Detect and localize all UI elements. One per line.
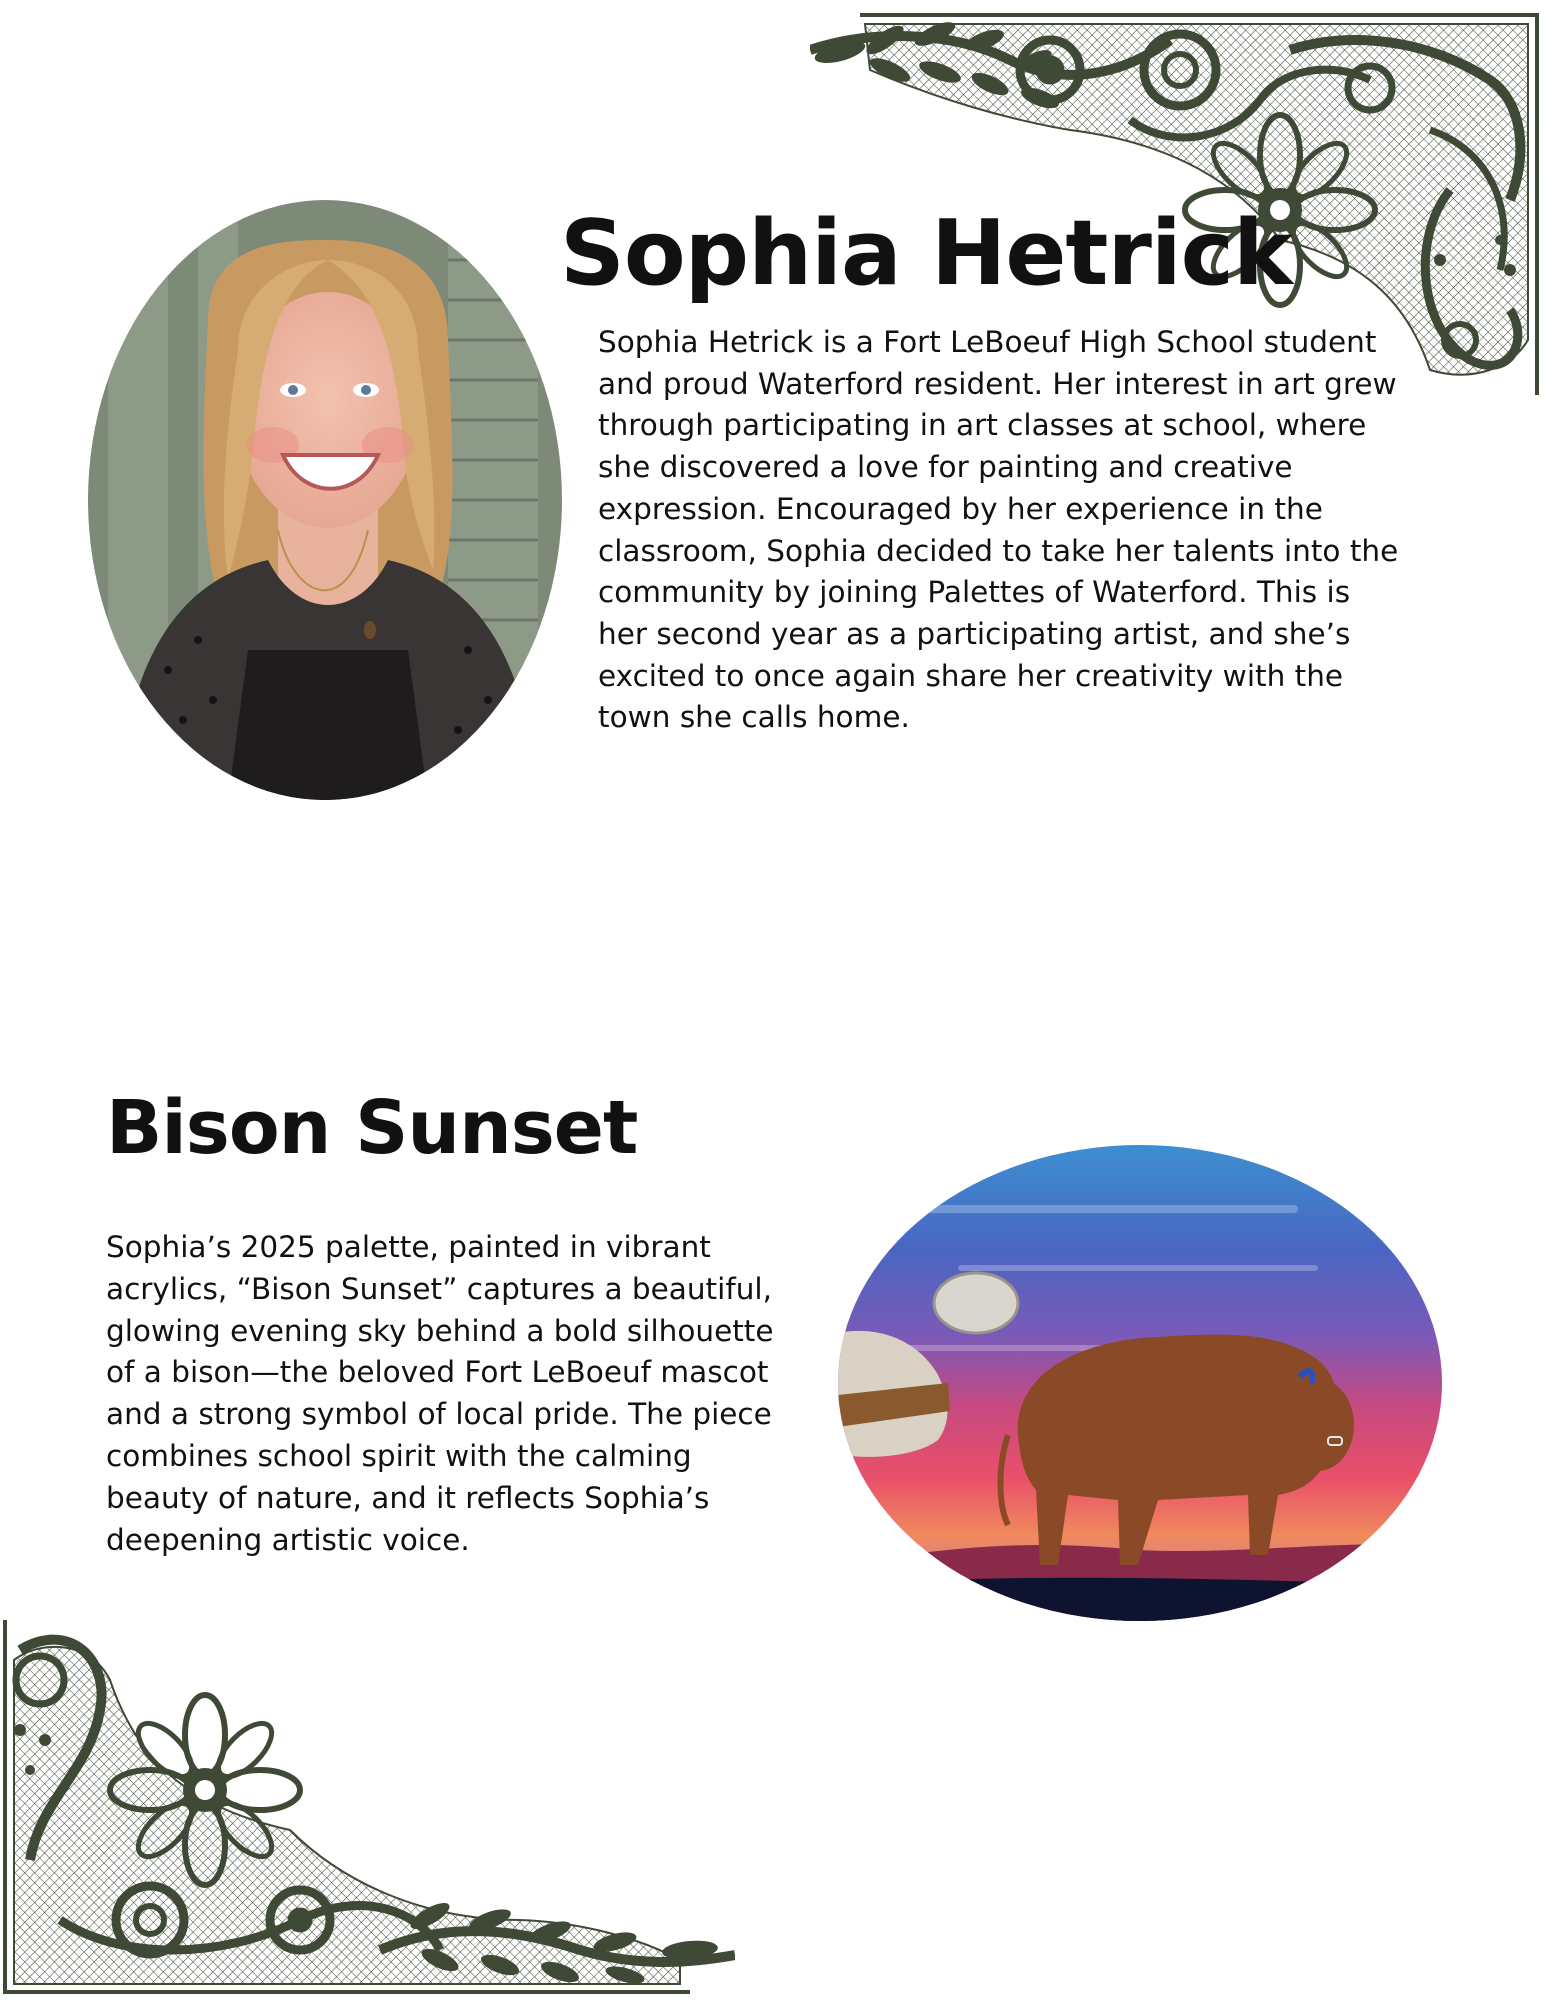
description-line: glowing evening sky behind a bold silhouette	[106, 1313, 774, 1348]
bio-line: town she calls home.	[598, 700, 910, 735]
artist-portrait-photo	[88, 200, 562, 800]
lace-corner-ornament-bottom-left	[0, 1620, 735, 2000]
bio-line: and proud Waterford resident. Her interest in art grew	[598, 366, 1397, 401]
artwork-description-paragraph	[106, 1227, 774, 1561]
artist-name-heading: Sophia Hetrick	[560, 201, 1292, 306]
bio-line: community by joining Palettes of Waterford. This is	[598, 575, 1351, 610]
bio-line: through participating in art classes at school, where	[598, 408, 1367, 443]
artist-bio-paragraph	[598, 322, 1398, 739]
bio-line: Sophia Hetrick is a Fort LeBoeuf High School student	[598, 325, 1377, 359]
description-line: acrylics, “Bison Sunset” captures a beautiful,	[106, 1271, 772, 1306]
description-line: Sophia’s 2025 palette, painted in vibrant	[106, 1230, 711, 1264]
description-line: of a bison—the beloved Fort LeBoeuf mascot	[106, 1355, 769, 1390]
bio-line: her second year as a participating artist, and she’s	[598, 616, 1351, 651]
description-line: combines school spirit with the calming	[106, 1438, 692, 1473]
description-line: and a strong symbol of local pride. The piece	[106, 1397, 772, 1432]
bio-line: classroom, Sophia decided to take her talents into the	[598, 533, 1399, 568]
bison-sunset-palette-painting	[838, 1145, 1442, 1621]
artwork-title-heading: Bison Sunset	[106, 1085, 638, 1171]
bio-line: expression. Encouraged by her experience in the	[598, 491, 1323, 526]
bio-line: she discovered a love for painting and creative	[598, 450, 1293, 485]
description-line: deepening artistic voice.	[106, 1522, 470, 1557]
description-line: beauty of nature, and it reflects Sophia’s	[106, 1480, 710, 1515]
bio-line: excited to once again share her creativity with the	[598, 658, 1344, 693]
